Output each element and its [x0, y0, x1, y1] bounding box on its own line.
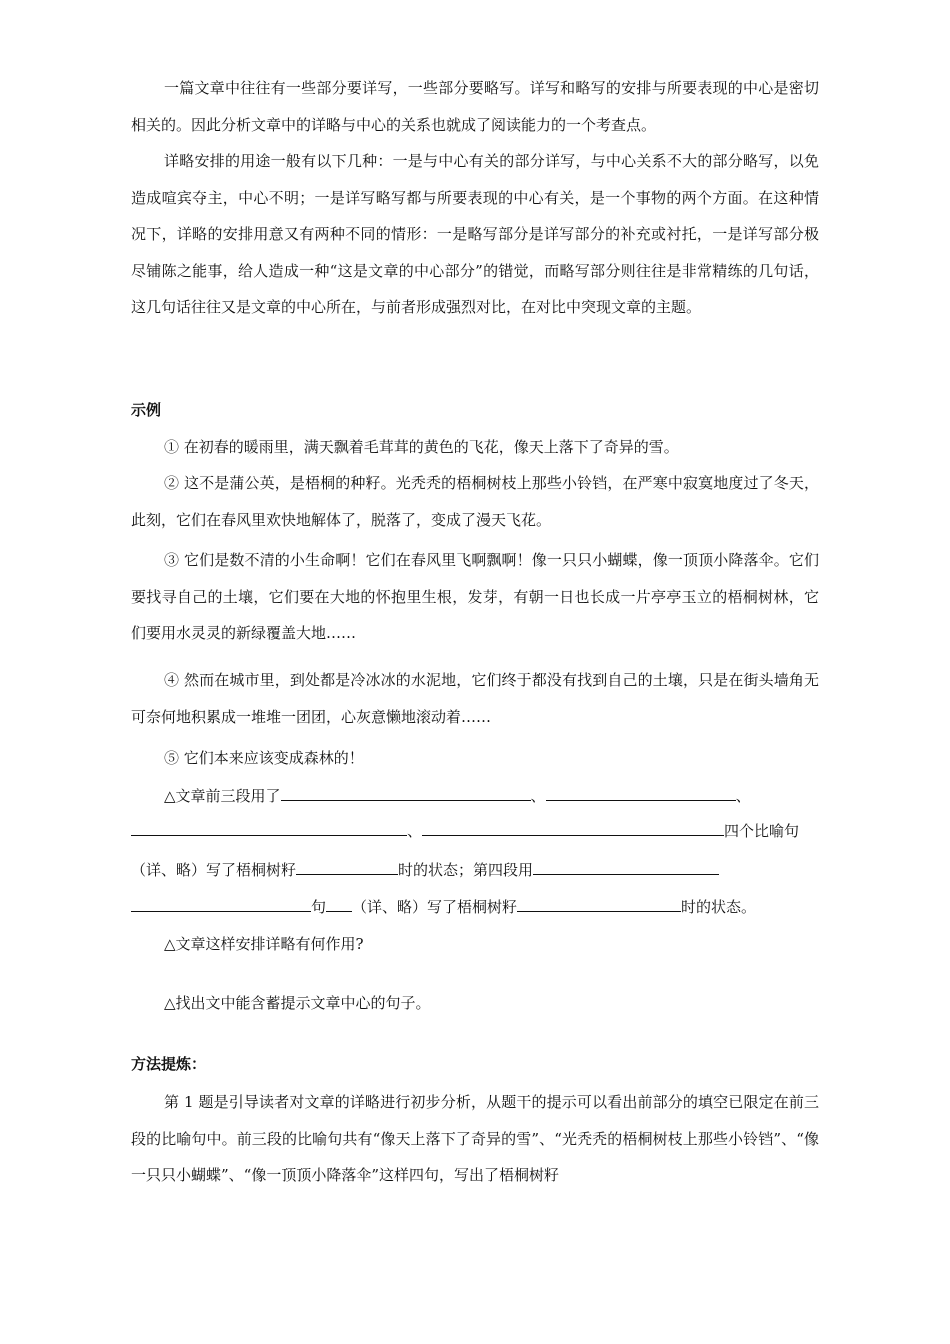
separator: 、: [530, 787, 546, 805]
method-heading: 方法提炼：: [131, 1055, 207, 1073]
question-1-prompt: △文章前三段用了: [164, 787, 281, 805]
example-paragraph-3: ③ 它们是数不清的小生命啊！它们在春风里飞啊飘啊！像一只只小蝴蝶，像一顶顶小降落伞。它们要找寻自己的土壤，它们要在大地的怀抱里生根，发芽，有朝一日也长成一片亭亭玉立的梧桐树林，它们要用水灵灵的新绿覆盖大地……: [131, 551, 819, 643]
separator: 、: [407, 822, 423, 840]
answer-blank-8[interactable]: [326, 893, 352, 912]
example-paragraph-2: ② 这不是蒲公英，是梧桐的种籽。光秃秃的梧桐树枝上那些小铃铛，在严寒中寂寞地度过了冬天，此刻，它们在春风里欢快地解体了，脱落了，变成了漫天飞花。: [131, 474, 819, 529]
question-1-text: （详、略）写了梧桐树籽: [131, 861, 297, 879]
answer-blank-6[interactable]: [533, 856, 719, 875]
example-paragraph-1: ① 在初春的暖雨里，满天飘着毛茸茸的黄色的飞花，像天上落下了奇异的雪。: [164, 438, 679, 456]
answer-blank-3[interactable]: [131, 817, 407, 836]
question-3: △找出文中能含蓄提示文章中心的句子。: [164, 994, 431, 1012]
separator: 、: [735, 787, 751, 805]
question-1-text: （详、略）写了梧桐树籽: [352, 898, 518, 916]
intro-paragraph-1: 一篇文章中往往有一些部分要详写，一些部分要略写。详写和略写的安排与所要表现的中心是密切相关的。因此分析文章中的详略与中心的关系也就成了阅读能力的一个考查点。: [131, 79, 819, 134]
question-1-text: 四个比喻句: [724, 822, 800, 840]
question-1-text: 时的状态。: [681, 898, 757, 916]
question-1-line-1: [164, 781, 751, 811]
question-1-line-3: [131, 855, 719, 885]
example-heading: 示例: [131, 401, 162, 419]
example-paragraph-4: ④ 然而在城市里，到处都是冷冰冰的水泥地，它们终于都没有找到自己的土壤，只是在街头墙角无可奈何地积累成一堆堆一团团，心灰意懒地滚动着……: [131, 671, 819, 726]
answer-blank-5[interactable]: [296, 856, 398, 875]
example-paragraph-5: ⑤ 它们本来应该变成森林的！: [164, 749, 364, 767]
question-1-line-4: [131, 892, 756, 922]
question-2: △文章这样安排详略有何作用?: [164, 935, 364, 953]
intro-paragraph-2: 详略安排的用途一般有以下几种：一是与中心有关的部分详写，与中心关系不大的部分略写，以免造成喧宾夺主，中心不明；一是详写略写都与所要表现的中心有关，是一个事物的两个方面。在这种情况下，详略的安排用意又有两种不同的情形：一是略写部分是详写部分的补充或衬托，一是详写部分极尽铺陈之能事，给人造成一种“这是文章的中心部分”的错觉，而略写部分则往往是非常精练的几句话，这几句话往往又是文章的中心所在，与前者形成强烈对比，在对比中突现文章的主题。: [131, 152, 819, 317]
answer-blank-2[interactable]: [546, 782, 736, 801]
answer-blank-9[interactable]: [517, 893, 681, 912]
question-1-text: 时的状态；第四段用: [398, 861, 534, 879]
method-paragraph: 第 1 题是引导读者对文章的详略进行初步分析，从题干的提示可以看出前部分的填空已限定在前三段的比喻句中。前三段的比喻句共有“像天上落下了奇异的雪”、“光秃秃的梧桐树枝上那些小铃铛”、“像一只只小蝴蝶”、“像一顶顶小降落伞”这样四句，写出了梧桐树籽: [131, 1093, 819, 1185]
question-1-line-2: [131, 816, 799, 846]
question-1-text: 句: [311, 898, 327, 916]
answer-blank-7[interactable]: [131, 893, 311, 912]
answer-blank-4[interactable]: [422, 817, 724, 836]
answer-blank-1[interactable]: [281, 782, 531, 801]
